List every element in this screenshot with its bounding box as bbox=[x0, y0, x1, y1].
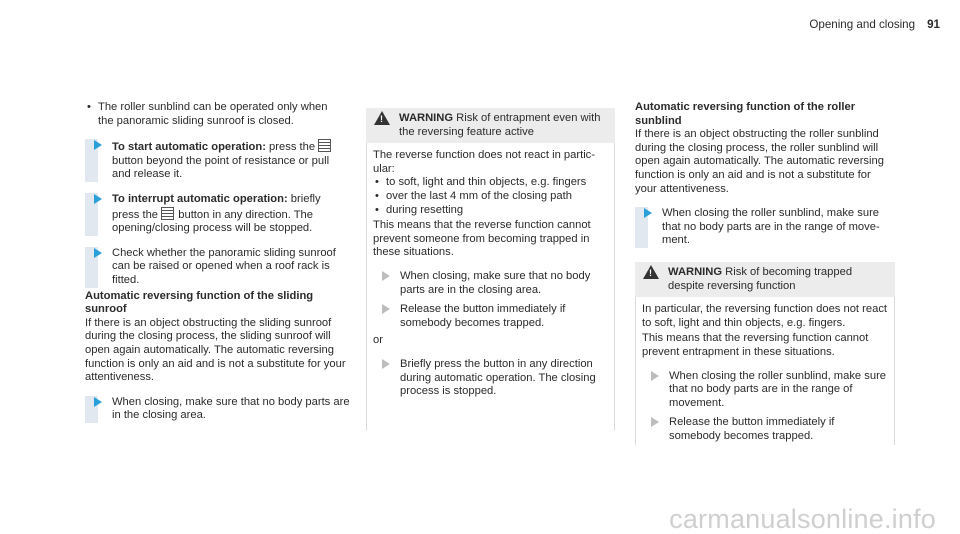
paragraph: If there is an object obstructing the roller sunblind during the closing process, the roller sunblind will open again automatically. The automatic reversing function is only an aid and is not a substitute for your attentiveness. bbox=[635, 128, 884, 195]
warning-body bbox=[366, 143, 615, 430]
section-title: Opening and closing bbox=[809, 18, 916, 31]
section-heading: Automatic reversing function of the sliding sunroof bbox=[85, 289, 314, 316]
step-arrow-icon bbox=[382, 271, 390, 281]
step-arrow-icon bbox=[94, 248, 102, 258]
instruction-step: Release the button immediately if somebody becomes trapped. bbox=[373, 303, 608, 330]
paragraph: In particular, the reversing function does not react to soft, light and thin objects, e.g. fingers. bbox=[642, 303, 888, 329]
step-arrow-icon bbox=[94, 397, 102, 407]
column-left bbox=[85, 101, 350, 423]
page-number: 91 bbox=[927, 18, 940, 31]
paragraph: The reverse function does not react in particular: bbox=[373, 149, 596, 175]
paragraph: If there is an object obstructing the sliding sunroof during the closing process, the sliding sunroof will open again automatically. The automatic reversing function is only an aid and is not a substitute for your attentiveness. bbox=[85, 316, 346, 384]
page-header bbox=[809, 18, 940, 32]
bullet-item: • over the last 4 mm of the closing path bbox=[373, 190, 608, 204]
step-arrow-icon bbox=[651, 371, 659, 381]
instruction-step: To interrupt automatic operation: briefly press the button in any direction. The opening/closing process will be stopped. bbox=[85, 193, 350, 236]
warning-header: ! WARNING Risk of entrapment even with the reversing feature active bbox=[366, 108, 615, 143]
paragraph: This means that the reverse function cannot prevent someone from becoming trapped in these situations. bbox=[373, 219, 591, 259]
instruction-step: When closing, make sure that no body parts are in the closing area. bbox=[85, 396, 350, 423]
or-text: or bbox=[373, 334, 383, 347]
column-right bbox=[635, 101, 895, 445]
warning-label: WARNING bbox=[399, 112, 454, 124]
step-arrow-icon bbox=[382, 304, 390, 314]
instruction-step: Check whether the panoramic sliding sunroof can be raised or opened when a roof rack is fitted. bbox=[85, 247, 350, 288]
step-arrow-icon bbox=[382, 359, 390, 369]
step-arrow-icon bbox=[651, 417, 659, 427]
step-label: To start automatic operation: bbox=[112, 141, 266, 154]
warning-body bbox=[635, 297, 895, 445]
column-middle bbox=[366, 108, 615, 430]
step-arrow-icon bbox=[644, 208, 652, 218]
bullet-item: • The roller sunblind can be operated only when the panoramic sliding sunroof is closed. bbox=[85, 101, 350, 128]
warning-box bbox=[635, 262, 895, 445]
roller-sunblind-button-icon bbox=[161, 207, 174, 220]
watermark: carmanualsonline.info bbox=[669, 504, 936, 534]
roller-sunblind-button-icon bbox=[318, 139, 331, 152]
step-arrow-icon bbox=[94, 140, 102, 150]
warning-triangle-icon: ! bbox=[643, 265, 659, 279]
step-label: To interrupt automatic operation: bbox=[112, 192, 288, 205]
warning-triangle-icon: ! bbox=[374, 111, 390, 125]
section-heading: Automatic reversing function of the roller sunblind bbox=[635, 101, 856, 127]
warning-header: ! WARNING Risk of becoming trapped despite reversing function bbox=[635, 262, 895, 297]
instruction-step: When closing the roller sunblind, make sure that no body parts are in the range of movement. bbox=[635, 207, 895, 248]
instruction-step: Briefly press the button in any direction during automatic operation. The closing process is stopped. bbox=[373, 358, 608, 399]
instruction-step: When closing, make sure that no body parts are in the closing area. bbox=[373, 270, 608, 297]
step-arrow-icon bbox=[94, 194, 102, 204]
instruction-step: To start automatic operation: press the button beyond the point of resistance or pull and release it. bbox=[85, 139, 350, 182]
paragraph: This means that the reversing function cannot prevent entrapment in these situations. bbox=[642, 332, 869, 358]
warning-label: WARNING bbox=[668, 265, 723, 278]
bullet-item: • during resetting bbox=[373, 204, 608, 218]
instruction-step: Release the button immediately if somebody becomes trapped. bbox=[642, 416, 888, 443]
bullet-item: • to soft, light and thin objects, e.g. fingers bbox=[373, 176, 608, 190]
instruction-step: When closing the roller sunblind, make sure that no body parts are in the range of movement. bbox=[642, 370, 888, 411]
